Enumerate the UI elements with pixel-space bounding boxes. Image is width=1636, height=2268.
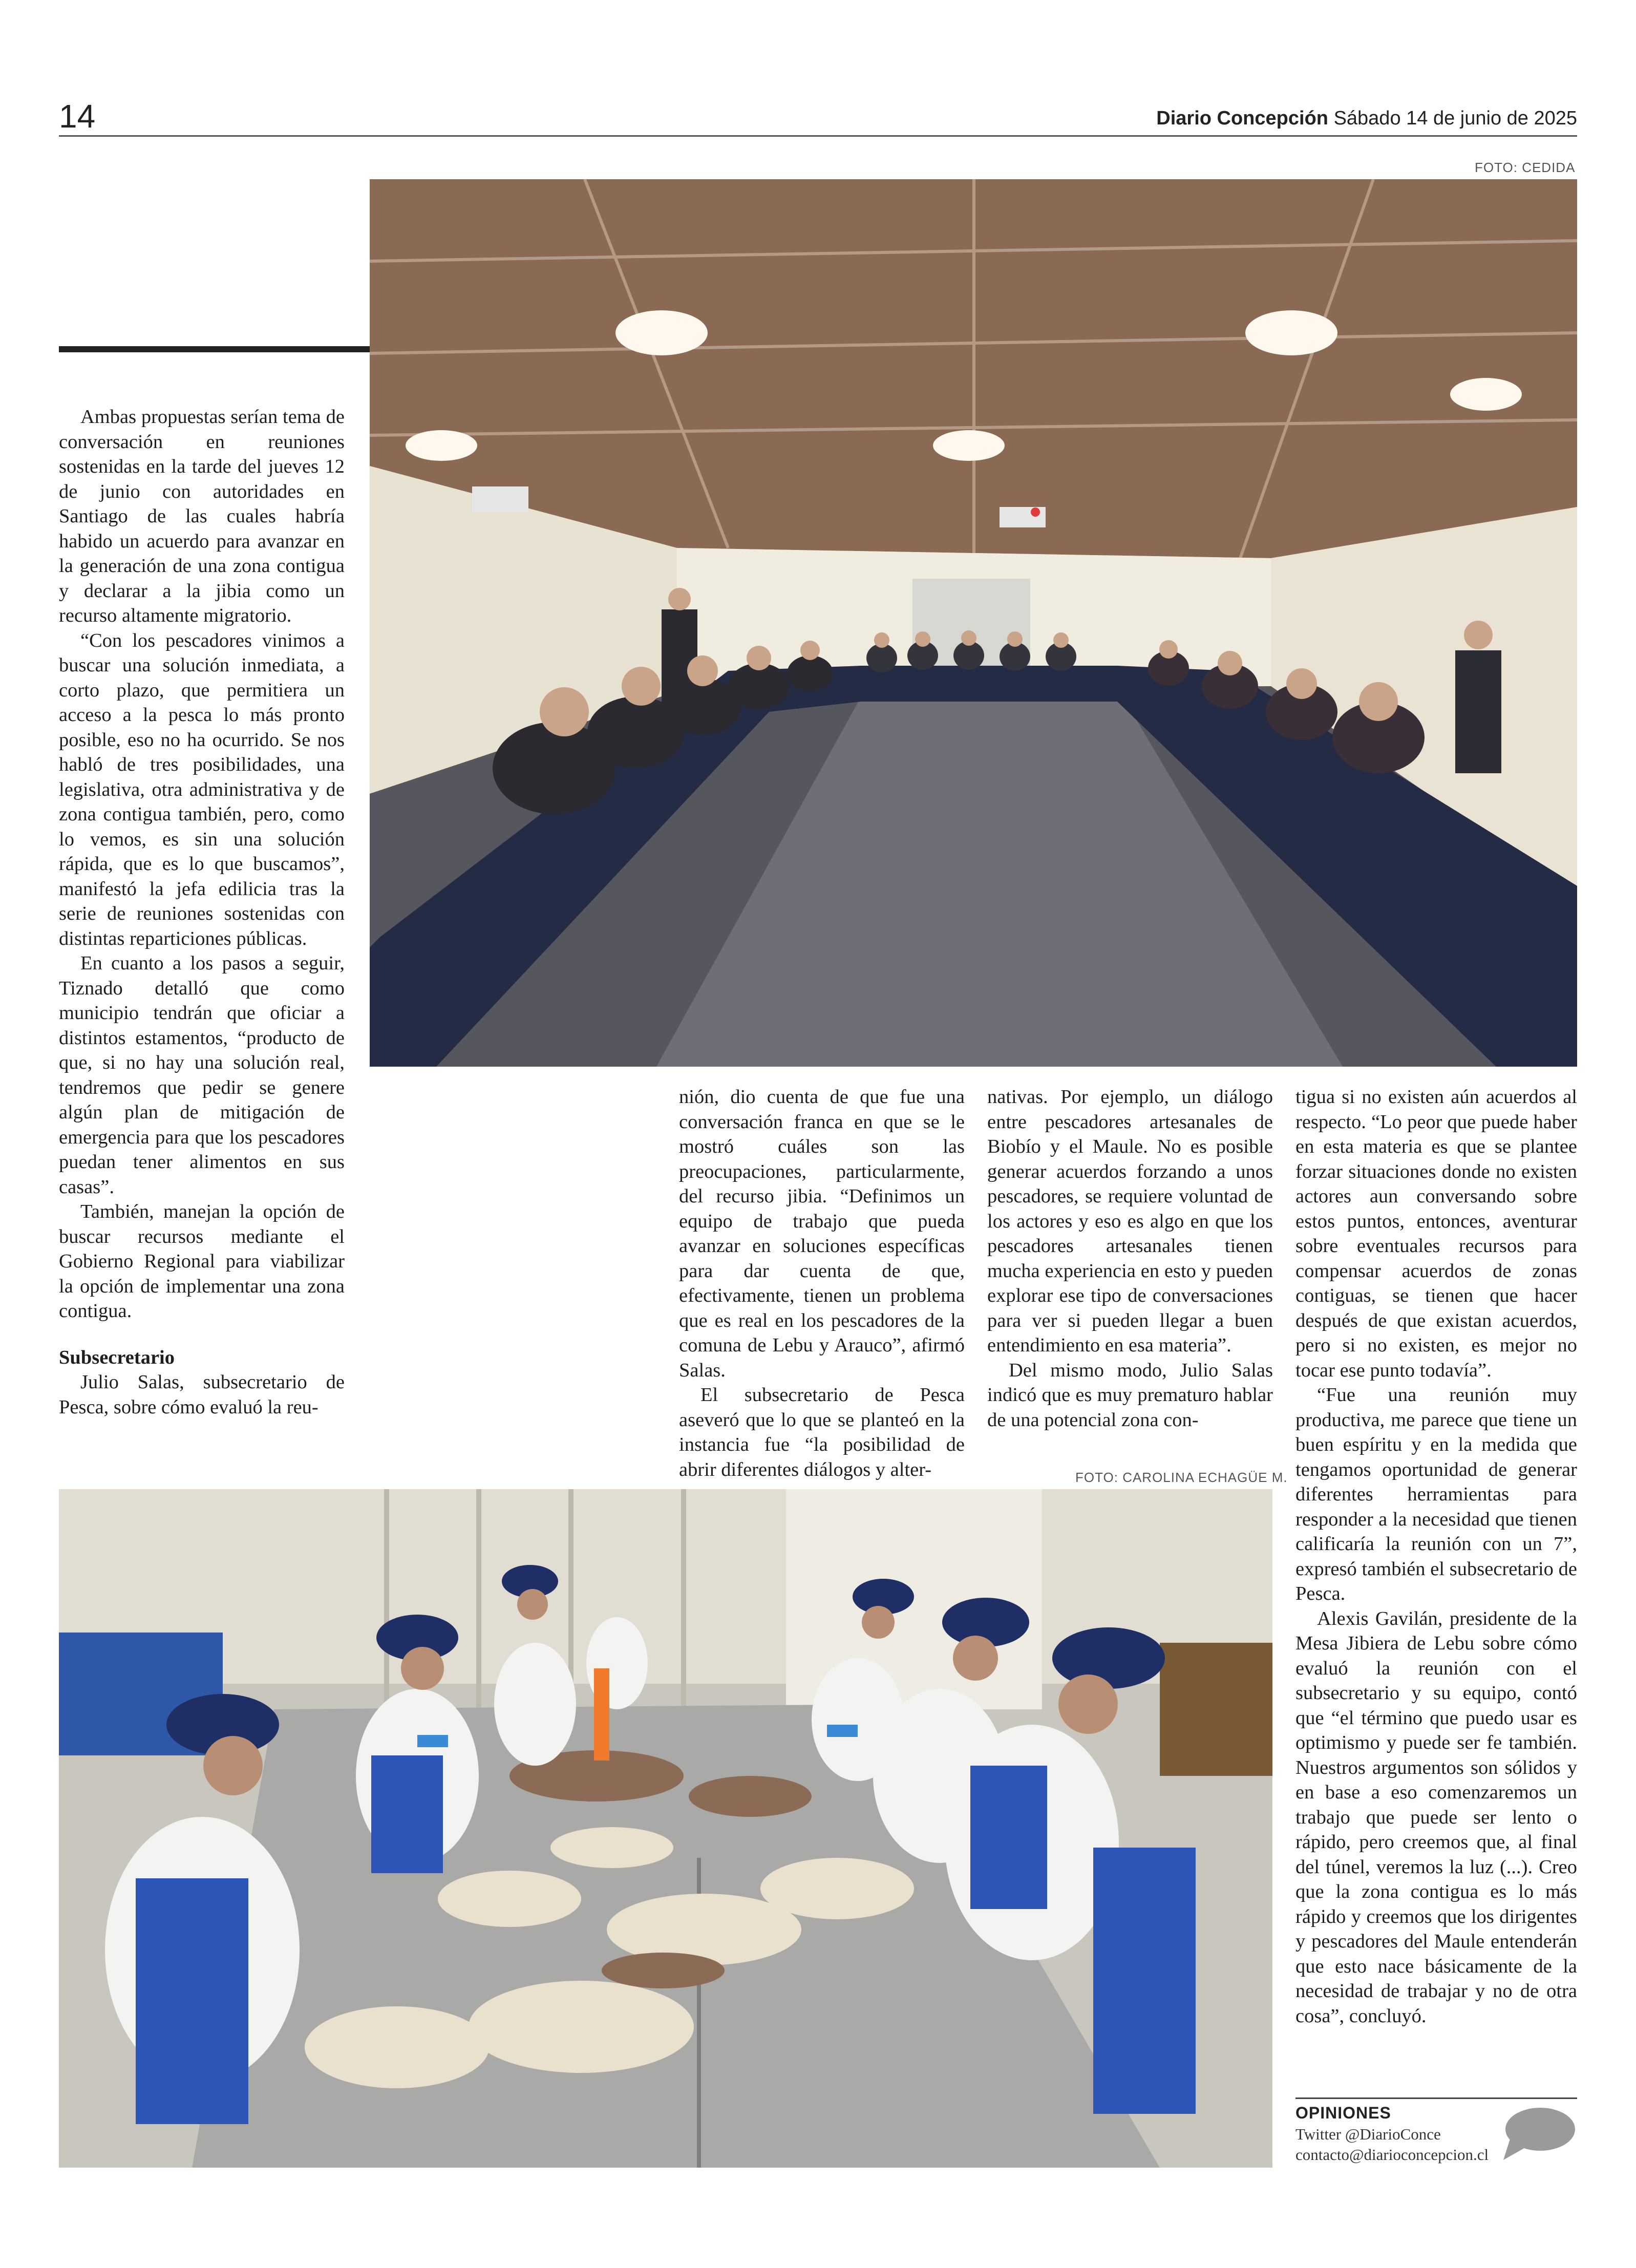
article-column-2 [679,1085,965,1482]
col2-lead: nión, dio cuenta de que fue una conversación franca en que se le mostró cuáles son las preocupaciones, particularmente, del recurso jibia. “Definimos un equipo de trabajo que pueda avanzar en soluciones específicas para dar cuenta de que, efectivamente, tienen un problema que es real en los pescadores de la comuna de Lebu y Arauco”, afirmó Salas. [679,1086,965,1381]
col4-paragraph-2: Alexis Gavilán, presidente de la Mesa Jibiera de Lebu sobre cómo evaluó la reunión con el subsecretario y su equipo, contó que “el término que puedo usar es optimismo y puede ser fe también. Nuestros argumentos son sólidos y en base a eso comenzaremos un trabajo que puede ser lento o rápido, pero creemos que, al final del túnel, veremos la luz (...). Creo que la zona contigua es lo más rápido y creemos que los dirigentes y pescadores del Maule entenderán que esto nace básicamente de la necesidad de trabajar y no de otra cosa”, concluyó. [1295,1607,1577,2027]
opiniones-email[interactable]: contacto@diarioconcepcion.cl [1295,2146,1489,2164]
col1-paragraph-2: “Con los pescadores vinimos a buscar una solución inmediata, a corto plazo, que permitiera un acceso a la pesca lo más pronto posible, eso no ha ocurrido. Se nos habló de tres posibilidades, una legislativa, otra administrativa y de zona contigua también, pero, como lo vemos, es sin una solución rápida, que es lo que buscamos”, manifestó la jefa edilicia tras la serie de reuniones sostenidas con distintas reparticiones públicas. [59,629,345,949]
masthead-date [1156,108,1577,130]
publication-name: Diario Concepción [1156,108,1328,129]
opiniones-twitter[interactable]: Twitter @DiarioConce [1295,2125,1441,2143]
issue-date: Sábado 14 de junio de 2025 [1333,108,1577,129]
col3-paragraph-1: Del mismo modo, Julio Salas indicó que es muy prematuro hablar de una potencial zona con- [987,1359,1273,1431]
meeting-room-photo-drawing [370,179,1577,1067]
section-rule-left [59,346,371,352]
col1-paragraph-3: En cuanto a los pasos a seguir, Tiznado detalló que como municipio tendrán que oficiar a distintos estamentos, “producto de que, si no hay una solución real, tendremos que pedir se genere algún plan de mitigación de emergencia para que los pescadores puedan tener alimentos en sus casas”. [59,952,345,1198]
col2-paragraph-1: El subsecretario de Pesca aseveró que lo que se planteó en la instancia fue “la posibilidad de abrir diferentes diálogos y alter- [679,1384,965,1480]
speech-bubble-icon-shape [1500,2106,1577,2162]
col4-lead: tigua si no existen aún acuerdos al respecto. “Lo peor que puede haber en esta materia es que se plantee forzar situaciones donde no existen actores aun conversando sobre estos puntos, entonces, aventurar sobre eventuales recursos para compensar acuerdos de zonas contiguas, se tienen que hacer después de que existan acuerdos, pero si no existen, es mejor no tocar ese punto todavía”. [1295,1086,1577,1381]
col1-paragraph-1: Ambas propuestas serían tema de conversación en reuniones sostenidas en la tarde del jueves 12 de junio con autoridades en Santiago de las cuales habría habido un acuerdo para avanzar en la generación de una zona contigua y declarar a la jibia como un recurso altamente migratorio. [59,406,345,626]
processing-photo-credit: FOTO: CAROLINA ECHAGÜE M. [1075,1470,1288,1485]
col1-paragraph-4: También, manejan la opción de buscar recursos mediante el Gobierno Regional para viabilizar la opción de implementar una zona contigua. [59,1201,345,1322]
header-rule [59,135,1577,137]
speech-bubble-icon [1500,2106,1577,2162]
meeting-room-photo [370,179,1577,1067]
col4-paragraph-1: “Fue una reunión muy productiva, me parece que tiene un buen espíritu y en la medida que tengamos oportunidad de generar diferentes herramientas para responder a la necesidad que tienen calificaría la reunión con un 7”, expresó también el subsecretario de Pesca. [1295,1384,1577,1604]
article-column-1 [59,405,345,1419]
col3-lead: nativas. Por ejemplo, un diálogo entre pescadores artesanales de Biobío y el Maule. No es posible generar acuerdos forzando a unos pescadores, se requiere voluntad de los actores y eso es algo en que los pescadores artesanales tienen mucha experiencia en esto y pueden explorar ese tipo de conversaciones para ver si pueden llegar a buen entendimiento en esa materia”. [987,1086,1273,1356]
opiniones-title: OPINIONES [1295,2104,1391,2122]
meeting-photo-credit: FOTO: CEDIDA [1475,160,1576,175]
opiniones-rule [1295,2097,1577,2099]
article-column-3 [987,1085,1273,1432]
col1-paragraph-5: Julio Salas, subsecretario de Pesca, sobre cómo evaluó la reu- [59,1371,345,1418]
subhead-subsecretario: Subsecretario [59,1346,175,1368]
page-number: 14 [59,98,96,135]
squid-processing-photo [59,1489,1272,2168]
squid-processing-drawing [59,1489,1272,2168]
article-column-4 [1295,1085,1577,2028]
